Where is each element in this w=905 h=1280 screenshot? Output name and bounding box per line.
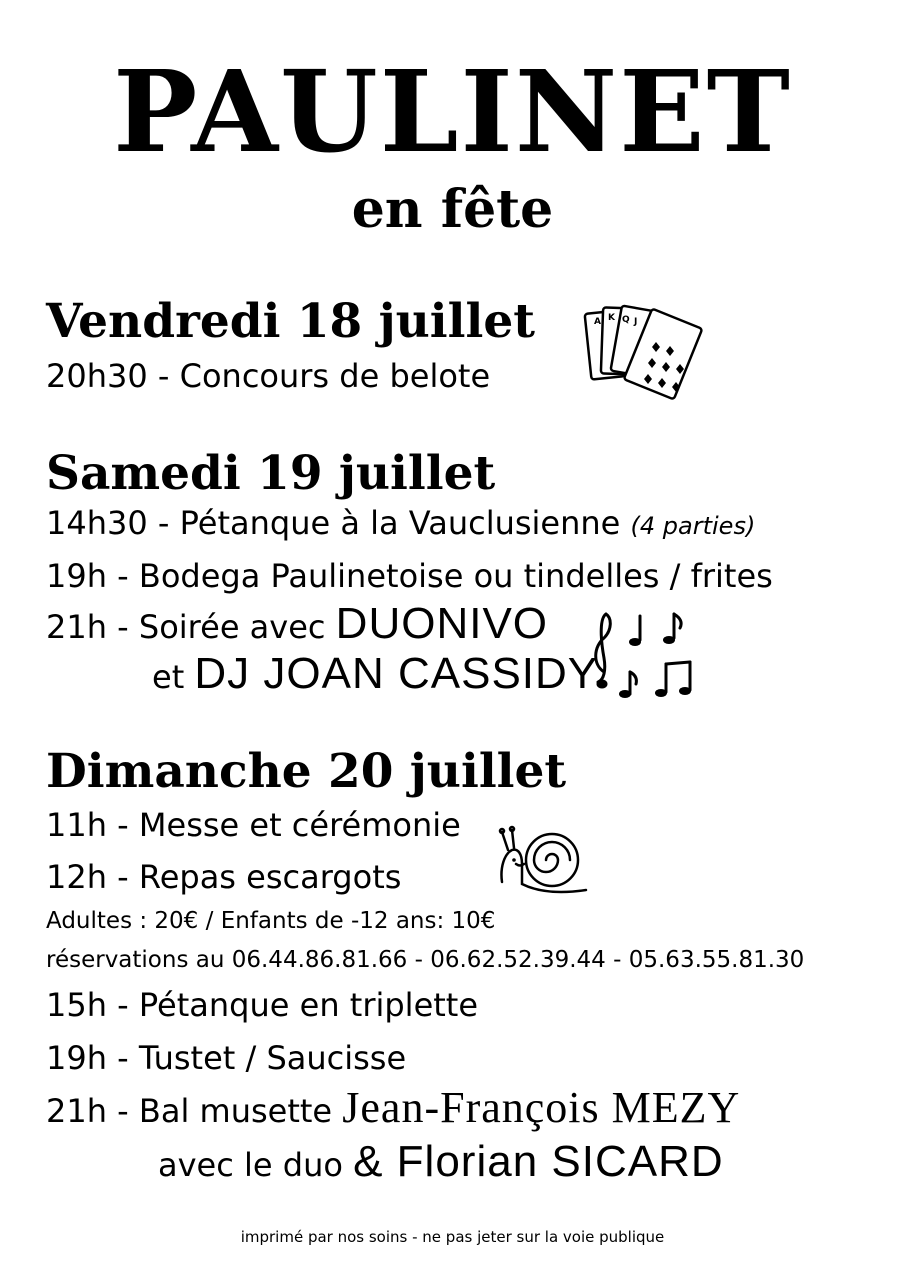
event-friday-1: 20h30 - Concours de belote	[46, 357, 491, 395]
poster-title: PAULINET	[113, 47, 792, 178]
artist-jean-francois-mezy: Jean-François MEZY	[342, 1083, 741, 1132]
artist-duonivo: DUONIVO	[335, 599, 549, 648]
event-sunday-5	[46, 1083, 741, 1132]
reservation-info: réservations au 06.44.86.81.66 - 06.62.52.39.44 - 05.63.55.81.30	[46, 947, 805, 973]
music-notes-icon	[590, 606, 702, 702]
svg-text:J: J	[634, 317, 638, 327]
artist-florian-sicard: & Florian SICARD	[353, 1137, 724, 1186]
artist-dj-joan-cassidy: DJ JOAN CASSIDY	[194, 649, 599, 698]
price-info: Adultes : 20€ / Enfants de -12 ans: 10€	[46, 908, 496, 934]
event-sunday-1: 11h - Messe et cérémonie	[46, 806, 461, 844]
svg-text:K: K	[608, 313, 615, 323]
svg-text:Q: Q	[622, 315, 630, 325]
event-sunday-2: 12h - Repas escargots	[46, 858, 402, 896]
event-saturday-3	[46, 599, 549, 648]
event-saturday-2: 19h - Bodega Paulinetoise ou tindelles / frites	[46, 557, 773, 595]
event-sunday-5-prefix: 21h - Bal musette	[46, 1092, 333, 1130]
poster-subtitle: en fête	[351, 179, 554, 240]
event-sunday-4: 19h - Tustet / Saucisse	[46, 1039, 407, 1077]
playing-cards-icon	[582, 302, 706, 408]
event-saturday-3-line2	[152, 649, 599, 698]
day-heading-sunday: Dimanche 20 juillet	[46, 744, 567, 799]
event-sunday-5-line2	[158, 1137, 724, 1186]
day-heading-saturday: Samedi 19 juillet	[46, 446, 496, 501]
event-saturday-1	[46, 503, 755, 546]
svg-text:A: A	[594, 317, 601, 327]
snail-icon	[496, 824, 592, 898]
day-heading-friday: Vendredi 18 juillet	[46, 294, 535, 349]
event-sunday-5-line2-prefix: avec le duo	[158, 1146, 343, 1184]
event-saturday-1-note: (4 parties)	[630, 512, 756, 540]
event-saturday-3-prefix: 21h - Soirée avec	[46, 608, 326, 646]
event-sunday-3: 15h - Pétanque en triplette	[46, 986, 479, 1024]
event-saturday-3-line2-prefix: et	[152, 658, 185, 696]
event-saturday-1-text: 14h30 - Pétanque à la Vauclusienne	[46, 504, 621, 542]
footer-note: imprimé par nos soins - ne pas jeter sur la voie publique	[240, 1228, 665, 1246]
